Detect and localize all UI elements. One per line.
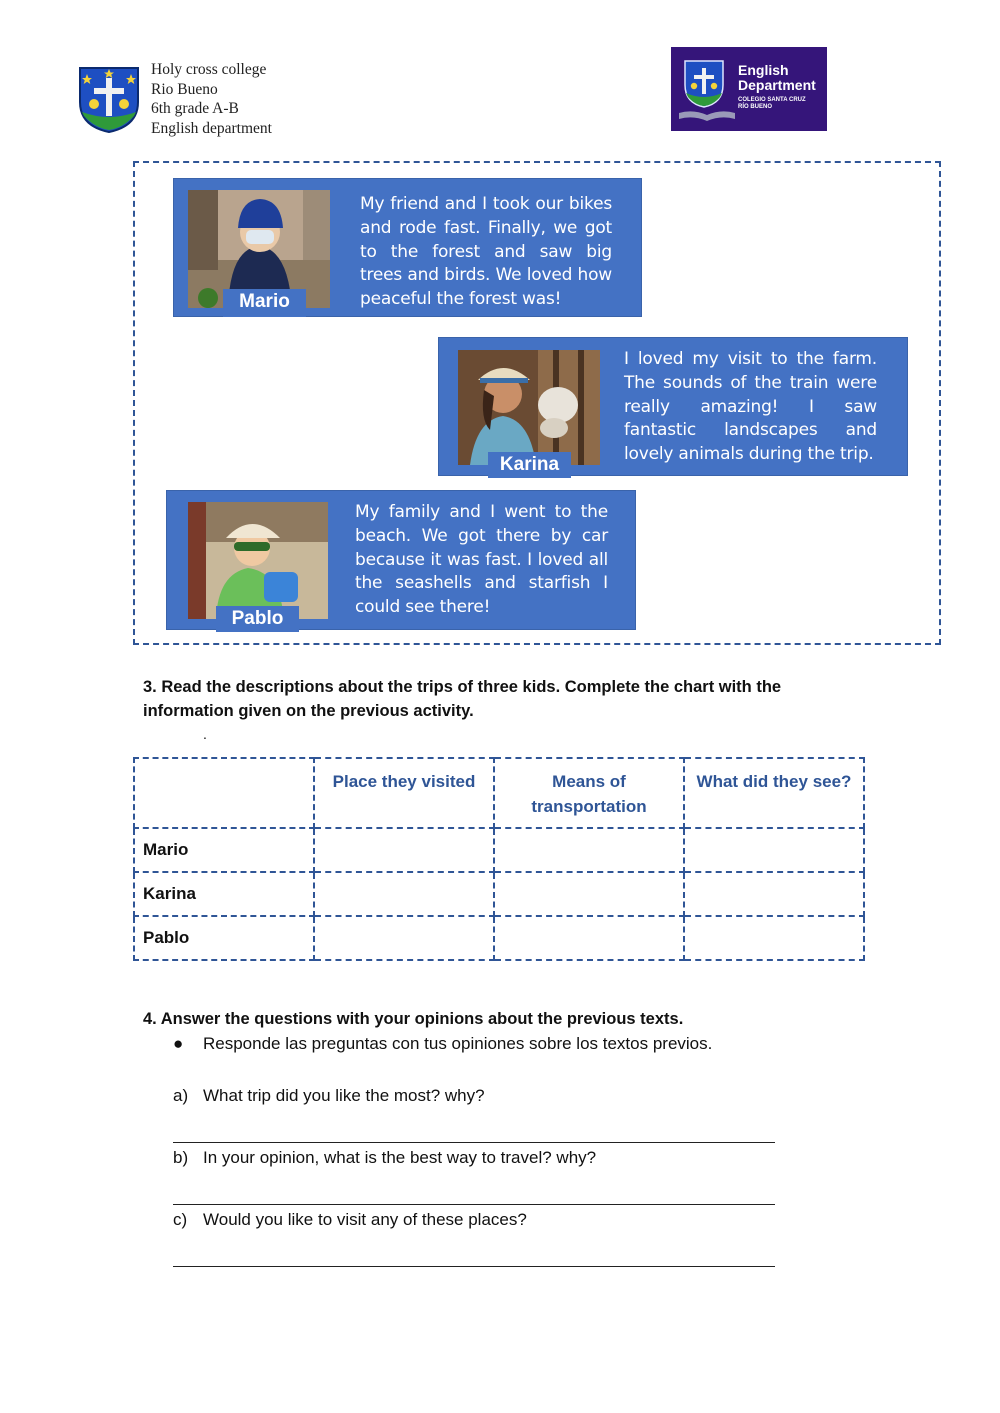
- question-a-text: What trip did you like the most? why?: [203, 1086, 485, 1105]
- question-c-letter: c): [173, 1210, 188, 1229]
- chart-row-pablo: [134, 916, 864, 960]
- mario-name-label: Mario: [223, 289, 306, 317]
- question-b: [173, 1148, 596, 1168]
- question-b-letter: b): [173, 1148, 189, 1167]
- logo-subtitle-line2: RÍO BUENO: [738, 104, 773, 110]
- karina-name-label: Karina: [488, 452, 571, 478]
- chart-row-mario: [134, 828, 864, 872]
- cell-pablo-seen[interactable]: [684, 916, 864, 960]
- cell-mario-seen[interactable]: [684, 828, 864, 872]
- bullet-icon: ●: [173, 1034, 184, 1053]
- row-label-pablo: Pablo: [134, 916, 314, 960]
- book-icon: [677, 109, 737, 121]
- logo-subtitle: [738, 97, 806, 111]
- chart-row-karina: [134, 872, 864, 916]
- answer-line-b[interactable]: [173, 1204, 775, 1205]
- section-4-instruction: 4. Answer the questions with your opinions about the previous texts.: [143, 1010, 684, 1028]
- story-card-karina: [438, 337, 908, 476]
- school-city: Rio Bueno: [151, 80, 218, 98]
- question-a-letter: a): [173, 1086, 189, 1105]
- karina-photo: [458, 350, 600, 465]
- stray-dot: .: [203, 726, 207, 742]
- story-card-pablo: [166, 490, 636, 630]
- school-crest: [78, 64, 140, 134]
- cell-pablo-transportation[interactable]: [494, 916, 684, 960]
- question-b-text: In your opinion, what is the best way to travel? why?: [203, 1148, 597, 1167]
- pablo-name-label: Pablo: [216, 606, 299, 632]
- bullet-text: Responde las preguntas con tus opiniones sobre los textos previos.: [203, 1034, 713, 1053]
- row-label-karina: Karina: [134, 872, 314, 916]
- pablo-photo: [188, 502, 328, 619]
- row-label-mario: Mario: [134, 828, 314, 872]
- chart-header-transportation: Means of transportation: [494, 758, 684, 828]
- question-a: [173, 1086, 485, 1106]
- cell-mario-transportation[interactable]: [494, 828, 684, 872]
- cell-pablo-place[interactable]: [314, 916, 494, 960]
- cell-karina-transportation[interactable]: [494, 872, 684, 916]
- logo-title-line1: English: [738, 62, 789, 78]
- answer-line-a[interactable]: [173, 1142, 775, 1143]
- cell-karina-place[interactable]: [314, 872, 494, 916]
- chart-header-row: [134, 758, 864, 828]
- cell-karina-seen[interactable]: [684, 872, 864, 916]
- school-name: Holy cross college: [151, 61, 267, 78]
- trip-chart: [133, 757, 865, 961]
- logo-title-line2: Department: [738, 77, 816, 93]
- pablo-story-text: My family and I went to the beach. We got there by car because it was fast. I loved all the seashells and starfish I could see there!: [355, 502, 608, 618]
- answer-line-c[interactable]: [173, 1266, 775, 1267]
- logo-subtitle-line1: COLEGIO SANTA CRUZ: [738, 97, 806, 103]
- chart-header-place: Place they visited: [314, 758, 494, 828]
- shield-icon: [683, 59, 725, 109]
- school-info: [151, 60, 272, 138]
- school-department: English department: [151, 119, 272, 137]
- section-3-instruction: 3. Read the descriptions about the trips of three kids. Complete the chart with the information given on the previous activity.: [143, 678, 782, 720]
- chart-header-empty: [134, 758, 314, 828]
- cell-mario-place[interactable]: [314, 828, 494, 872]
- question-c-text: Would you like to visit any of these places?: [203, 1210, 527, 1229]
- english-department-logo: [671, 47, 827, 131]
- chart-header-what-seen: What did they see?: [684, 758, 864, 828]
- bullet-item: [173, 1034, 712, 1054]
- school-grade: 6th grade A-B: [151, 100, 239, 117]
- karina-story-text: I loved my visit to the farm. The sounds of the train were really amazing! I saw fantastic landscapes and lovely animals during the trip.: [624, 349, 877, 465]
- story-card-mario: [173, 178, 642, 317]
- question-c: [173, 1210, 527, 1230]
- logo-title: [738, 63, 816, 93]
- mario-story-text: My friend and I took our bikes and rode fast. Finally, we got to the forest and saw big trees and birds. We loved how peaceful the forest was!: [360, 194, 612, 310]
